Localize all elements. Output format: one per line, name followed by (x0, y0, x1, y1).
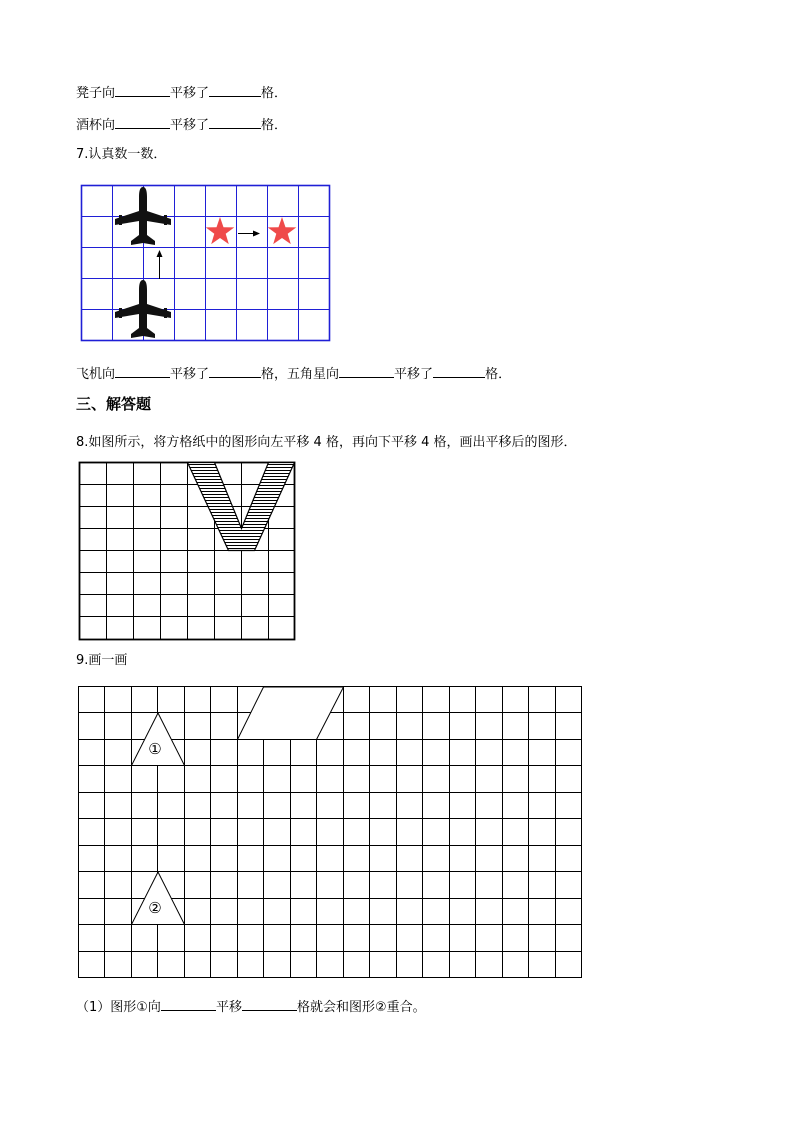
parallelogram-shape (238, 687, 344, 740)
star-icon-right (268, 217, 297, 244)
q7-answer-p1: 飞机向 (76, 367, 116, 382)
q9-sub1-line (76, 997, 426, 1017)
q7-answer-p5: 格． (485, 367, 512, 382)
q8-grid-figure (78, 461, 298, 643)
section-heading: 三、解答题 (76, 395, 152, 413)
q6-stool-mid: 平移了 (170, 86, 210, 101)
star-icon-left (206, 217, 235, 244)
answer-blank-count[interactable] (209, 83, 261, 97)
answer-blank-direction[interactable] (115, 83, 170, 97)
answer-blank-direction[interactable] (161, 997, 216, 1011)
q9-title: 9.画一画 (76, 653, 128, 668)
q8-title: 8.如图所示，将方格纸中的图形向左平移 4 格，再向下平移 4 格，画出平移后的图形． (76, 435, 577, 450)
answer-blank-plane-direction[interactable] (115, 364, 170, 378)
q6-stool-suffix: 格． (261, 86, 288, 101)
q7-answer-p3: 格，五角星向 (261, 367, 340, 382)
q7-grid-figure (80, 184, 332, 342)
q9-grid-figure (77, 685, 585, 981)
q7-title: 7.认真数一数． (76, 147, 167, 162)
answer-blank-direction[interactable] (115, 115, 170, 129)
q6-line-stool (76, 83, 287, 103)
shape-1-label: ① (148, 740, 162, 758)
q6-stool-prefix: 凳子向 (76, 86, 116, 101)
answer-blank-count[interactable] (242, 997, 297, 1011)
q6-cup-mid: 平移了 (170, 118, 210, 133)
answer-blank-count[interactable] (209, 115, 261, 129)
q7-answer-p4: 平移了 (394, 367, 434, 382)
arrow-right-icon (238, 231, 260, 237)
q6-line-cup (76, 115, 287, 135)
q7-answer-p2: 平移了 (170, 367, 210, 382)
answer-blank-star-direction[interactable] (339, 364, 394, 378)
q9-sub1-prefix: （1）图形①向 (76, 1000, 161, 1015)
answer-blank-star-count[interactable] (433, 364, 485, 378)
q6-cup-suffix: 格． (261, 118, 288, 133)
arrow-up-icon (157, 250, 163, 279)
q9-sub1-mid: 平移 (215, 1000, 242, 1015)
q6-cup-prefix: 酒杯向 (76, 118, 116, 133)
answer-blank-plane-count[interactable] (209, 364, 261, 378)
shape-2-label: ② (148, 899, 162, 917)
q7-answer-line (76, 364, 511, 384)
q9-sub1-suffix: 格就会和图形②重合。 (296, 1000, 426, 1015)
